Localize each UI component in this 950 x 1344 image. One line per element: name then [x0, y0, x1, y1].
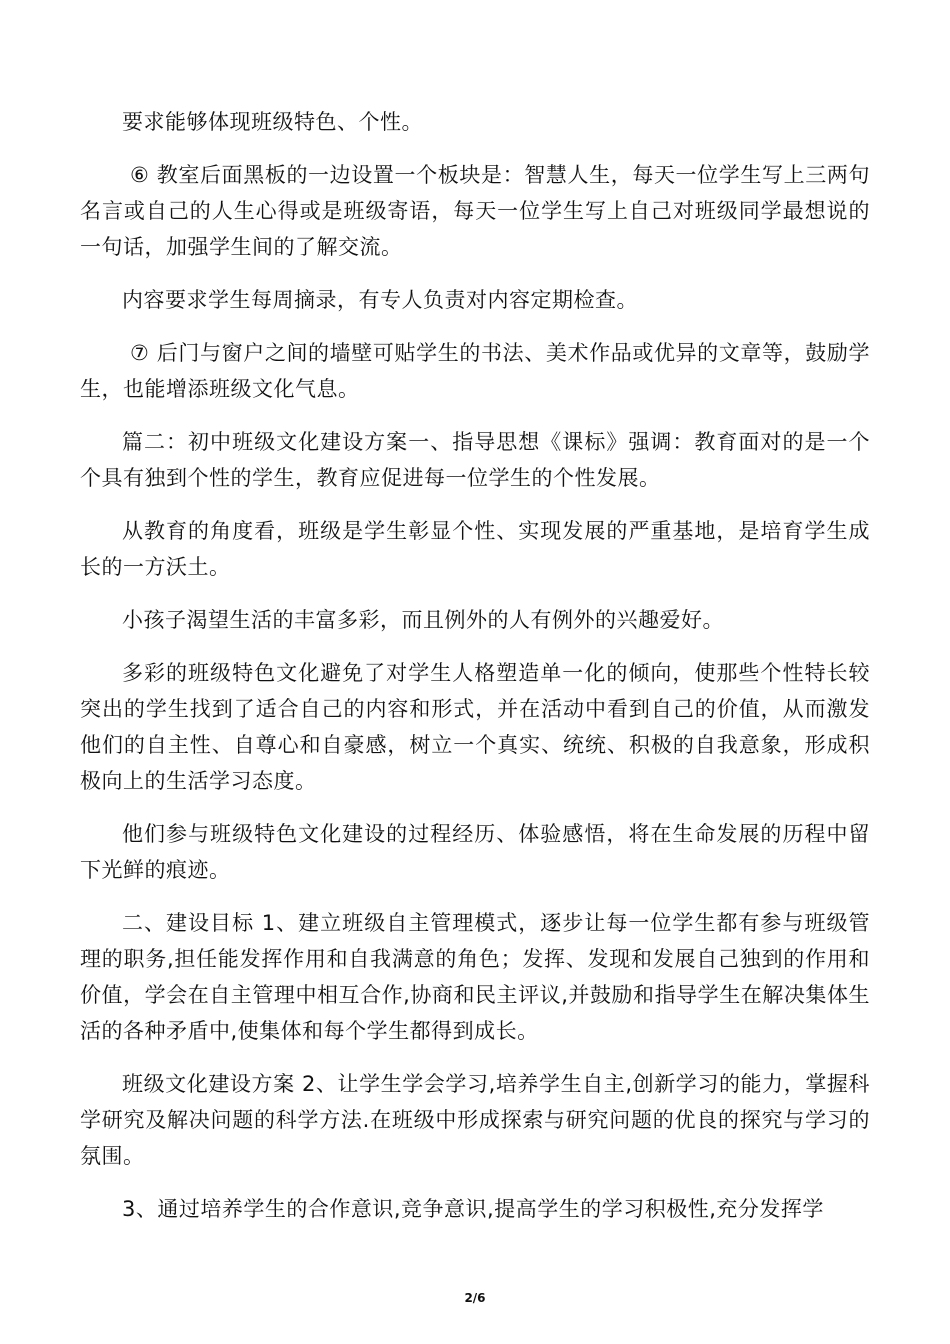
- paragraph: 班级文化建设方案 2、让学生学会学习,培养学生自主,创新学习的能力，掌握科学研究及解决问题的科学方法.在班级中形成探索与研究问题的优良的探究与学习的氛围。: [80, 1072, 870, 1168]
- paragraph: 多彩的班级特色文化避免了对学生人格塑造单一化的倾向，使那些个性特长较突出的学生找到了适合自己的内容和形式，并在活动中看到自己的价值，从而激发他们的自主性、自尊心和自豪感，树立一个真实、统统、积极的自我意象，形成积极向上的生活学习态度。: [80, 661, 870, 793]
- paragraph: 内容要求学生每周摘录，有专人负责对内容定期检查。: [122, 288, 638, 312]
- page-number: 2/6: [464, 1291, 486, 1305]
- paragraph: ⑥ 教室后面黑板的一边设置一个板块是：智慧人生，每天一位学生写上三两句名言或自己的人生心得或是班级寄语，每天一位学生写上自己对班级同学最想说的一句话，加强学生间的了解交流。: [80, 163, 870, 259]
- paragraph: 要求能够体现班级特色、个性。: [122, 110, 423, 134]
- paragraph: 篇二：初中班级文化建设方案一、指导思想《课标》强调：教育面对的是一个个具有独到个性的学生，教育应促进每一位学生的个性发展。: [80, 430, 870, 490]
- paragraph: 二、建设目标 1、建立班级自主管理模式，逐步让每一位学生都有参与班级管理的职务,担任能发挥作用和自我满意的角色；发挥、发现和发展自己独到的作用和价值，学会在自主管理中相互合作,协商和民主评议,并鼓励和指导学生在解决集体生活的各种矛盾中,使集体和每个学生都得到成长。: [80, 911, 870, 1043]
- document-body: [80, 104, 870, 1244]
- paragraph: ⑦ 后门与窗户之间的墙壁可贴学生的书法、美术作品或优异的文章等，鼓励学生，也能增添班级文化气息。: [80, 341, 870, 401]
- paragraph: 从教育的角度看，班级是学生彰显个性、实现发展的严重基地，是培育学生成长的一方沃土。: [80, 519, 870, 579]
- paragraph: 3、通过培养学生的合作意识,竞争意识,提高学生的学习积极性,充分发挥学: [122, 1197, 824, 1221]
- paragraph: 他们参与班级特色文化建设的过程经历、体验感悟，将在生命发展的历程中留下光鲜的痕迹。: [80, 822, 870, 882]
- paragraph: 小孩子渴望生活的丰富多彩，而且例外的人有例外的兴趣爱好。: [122, 608, 724, 632]
